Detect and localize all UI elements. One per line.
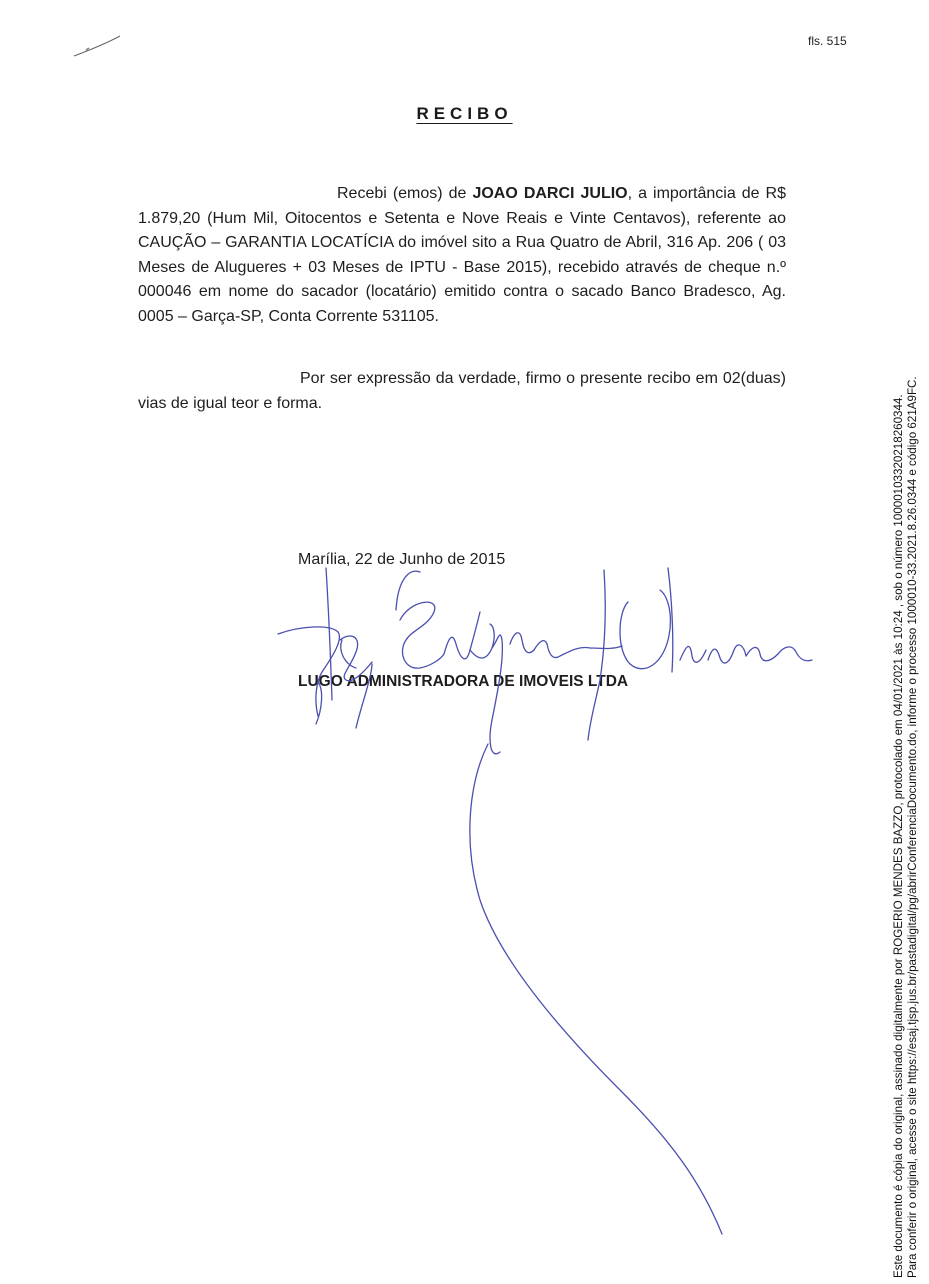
stamp-line-1: Este documento é cópia do original, assinado digitalmente por ROGERIO MENDES BAZZO, protocolado em 04/01/2021 às 10:24 , sob o número 10000103320218260344. xyxy=(892,394,905,1278)
date-line: Marília, 22 de Junho de 2015 xyxy=(298,551,506,568)
paragraph-lead: Recebi (emos) de xyxy=(337,185,473,202)
page-number: fls. 515 xyxy=(808,34,847,48)
document-title: RECIBO xyxy=(416,104,513,123)
closing-paragraph: Por ser expressão da verdade, firmo o presente recibo em 02(duas) vias de igual teor e forma. xyxy=(138,370,786,412)
paragraph-rest: , a importância de R$ 1.879,20 (Hum Mil, Oitocentos e Setenta e Nove Reais e Vinte Centavos), referente ao CAUÇÃO – GARANTIA LOCATÍCIA do imóvel sito a Rua Quatro de Abril, 316 Ap. 206 ( 03 Meses de Alugueres + 03 Meses de IPTU - Base 2015), recebido através de cheque n.º 000046 em nome do sacador (locatário) emitido contra o sacado Banco Bradesco, Ag. 0005 – Garça-SP, Conta Corrente 531105. xyxy=(138,185,787,325)
digital-signature-stamp xyxy=(892,38,919,1278)
receipt-paragraph xyxy=(138,182,786,329)
stamp-line-2: Para conferir o original, acesse o site https://esaj.tjsp.jus.br/pastadigital/pg/abrirConferenciaDocumento.do, informe o processo 1000010-33.2021.8.26.0344 e código 621A9FC. xyxy=(905,376,919,1278)
company-name: LUGO ADMINISTRADORA DE IMOVEIS LTDA xyxy=(298,673,629,690)
payer-name: JOAO DARCI JULIO xyxy=(472,185,628,202)
